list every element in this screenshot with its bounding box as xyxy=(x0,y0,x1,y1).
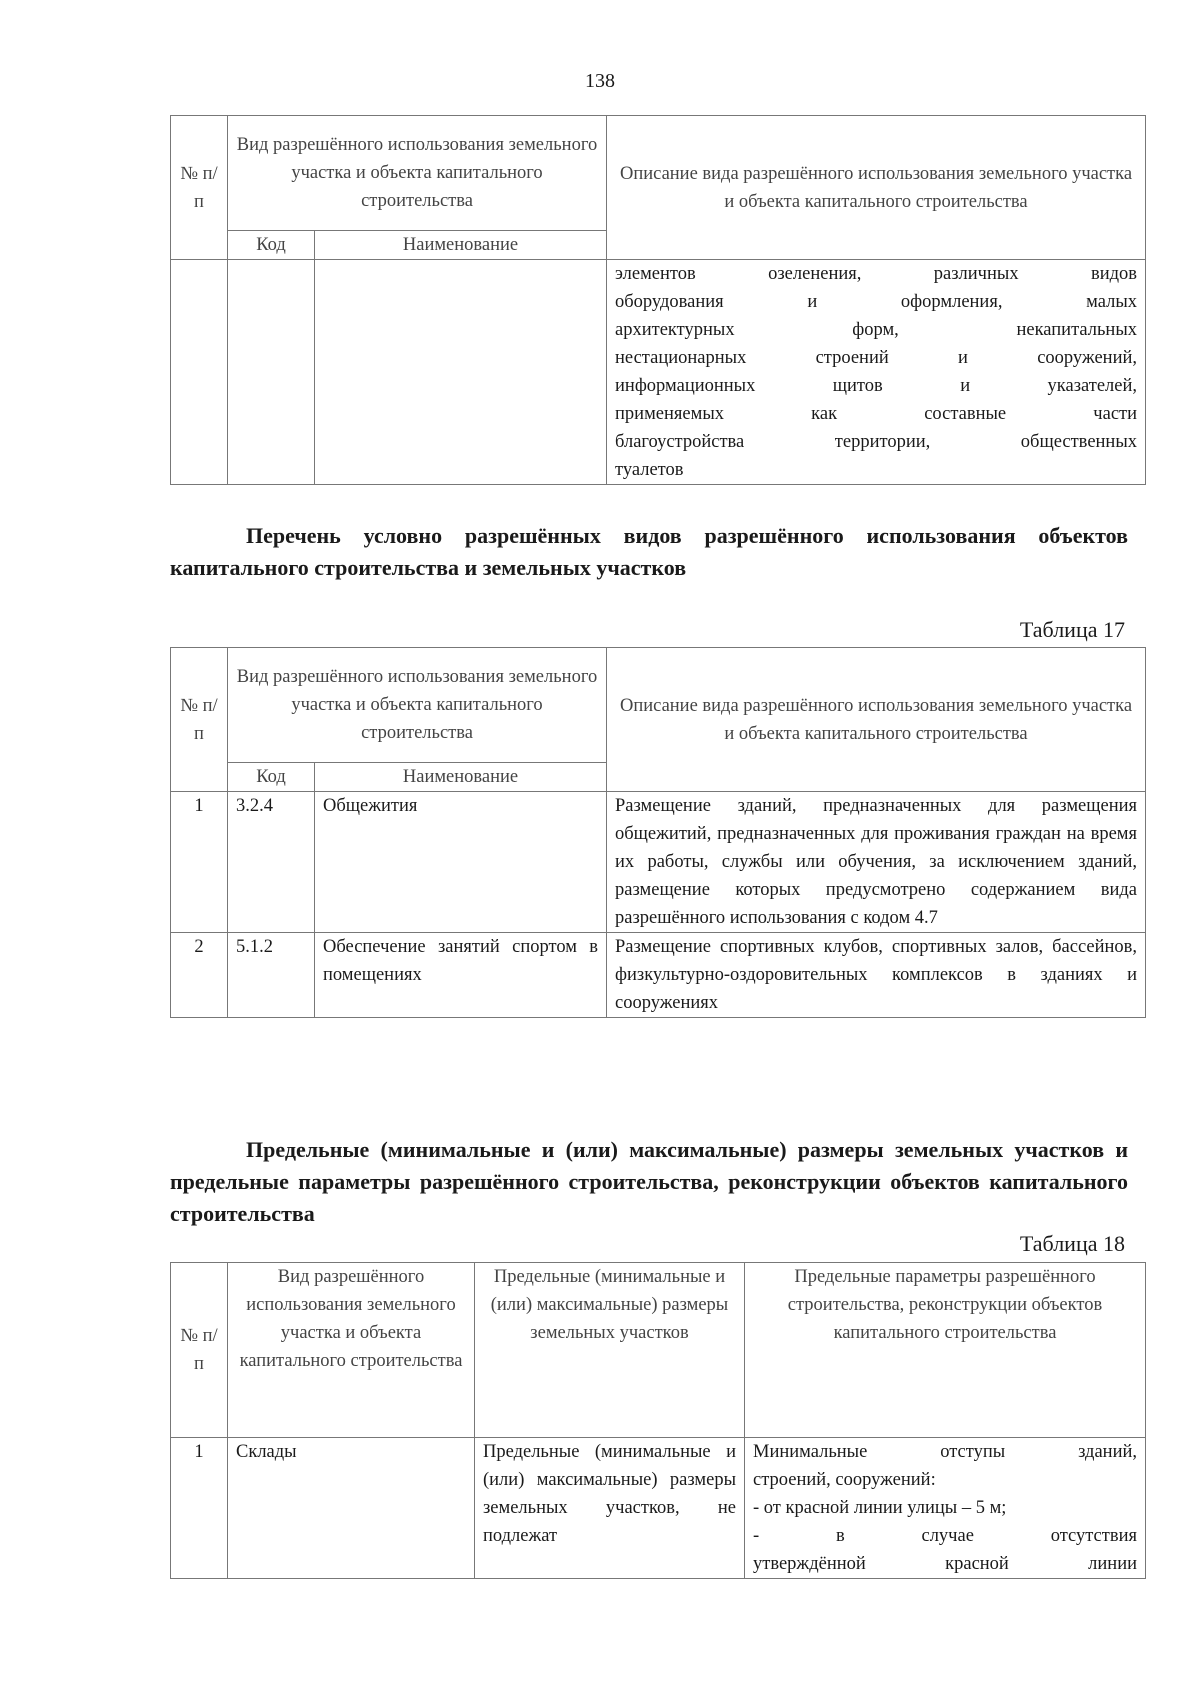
row-sizes: Предельные (минимальные и (или) максимальные) размеры земельных участков, не подлежат xyxy=(475,1438,745,1579)
row-num: 2 xyxy=(171,933,228,1018)
params-line: утверждённой красной линии xyxy=(753,1554,1137,1574)
row-code: 5.1.2 xyxy=(228,933,315,1018)
continued-table xyxy=(170,115,1146,485)
table-17-label: Таблица 17 xyxy=(1019,617,1125,642)
desc-line: архитектурных форм, некапитальных xyxy=(615,320,1138,340)
header-num: № п/п xyxy=(171,648,228,792)
row-code: 3.2.4 xyxy=(228,792,315,933)
header-num: № п/п xyxy=(171,116,228,260)
header-num: № п/п xyxy=(171,1263,228,1438)
header-name: Наименование xyxy=(315,763,607,792)
row-vid: Склады xyxy=(228,1438,475,1579)
params-line: Минимальные отступы зданий, xyxy=(753,1442,1137,1462)
desc-line: применяемых как составные части xyxy=(615,404,1138,424)
row-num: 1 xyxy=(171,792,228,933)
header-vid: Вид разрешённого использования земельного участка и объекта капитального строительства xyxy=(228,648,607,763)
row-num: 1 xyxy=(171,1438,228,1579)
table-row xyxy=(171,933,1146,1018)
header-desc: Описание вида разрешённого использования земельного участка и объекта капитального строительства xyxy=(607,116,1146,260)
header-code: Код xyxy=(228,763,315,792)
params-line: строений, сооружений: xyxy=(753,1470,936,1490)
desc-line: туалетов xyxy=(615,460,684,480)
row-params xyxy=(745,1438,1146,1579)
header-params: Предельные параметры разрешённого строительства, реконструкции объектов капитального строительства xyxy=(745,1263,1146,1438)
desc-line: благоустройства территории, общественных xyxy=(615,432,1138,452)
params-line: - в случае отсутствия xyxy=(753,1526,1137,1546)
header-vid: Вид разрешённого использования земельного участка и объекта капитального строительства xyxy=(228,1263,475,1438)
section-18-heading: Предельные (минимальные и (или) максимальные) размеры земельных участков и предельные параметры разрешённого строительства, реконструкции объектов капитального строительства xyxy=(170,1137,1128,1226)
table-18-label: Таблица 18 xyxy=(1019,1231,1125,1256)
table-row xyxy=(171,1438,1146,1579)
header-name: Наименование xyxy=(315,231,607,260)
header-vid: Вид разрешённого использования земельного участка и объекта капитального строительства xyxy=(228,116,607,231)
table-row xyxy=(171,260,1146,485)
row-desc: Размещение спортивных клубов, спортивных залов, бассейнов, физкультурно-оздоровительных комплексов в зданиях и сооружениях xyxy=(607,933,1146,1018)
row-name: Обеспечение занятий спортом в помещениях xyxy=(315,933,607,1018)
row-name: Общежития xyxy=(315,792,607,933)
desc-line: нестационарных строений и сооружений, xyxy=(615,348,1138,368)
desc-line: информационных щитов и указателей, xyxy=(615,376,1138,396)
table-17 xyxy=(170,647,1146,1018)
desc-line: элементов озеленения, различных видов xyxy=(615,264,1138,284)
desc-line: оборудования и оформления, малых xyxy=(615,292,1138,312)
row-desc: Размещение зданий, предназначенных для размещения общежитий, предназначенных для проживания граждан на время их работы, службы или обучения, за исключением зданий, размещение которых предусмотрено содержанием вида разрешённого использования с кодом 4.7 xyxy=(607,792,1146,933)
params-line: - от красной линии улицы – 5 м; xyxy=(753,1498,1007,1518)
header-sizes: Предельные (минимальные и (или) максимальные) размеры земельных участков xyxy=(475,1263,745,1438)
header-code: Код xyxy=(228,231,315,260)
table-row xyxy=(171,792,1146,933)
continued-description xyxy=(607,260,1146,485)
table-18 xyxy=(170,1262,1146,1579)
header-desc: Описание вида разрешённого использования земельного участка и объекта капитального строительства xyxy=(607,648,1146,792)
page-number: 138 xyxy=(585,70,615,92)
section-17-heading: Перечень условно разрешённых видов разрешённого использования объектов капитального строительства и земельных участков xyxy=(170,523,1128,580)
